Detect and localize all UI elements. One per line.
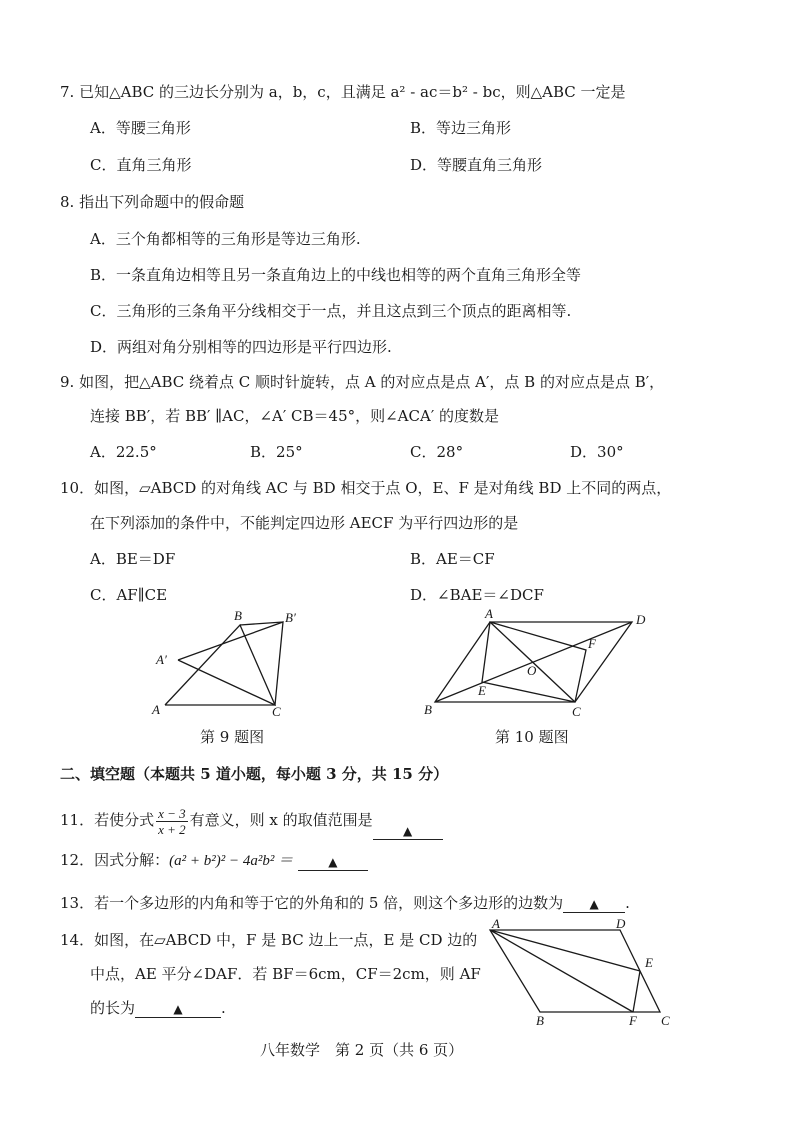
q12-expression: (a² + b²)² − 4a²b² ＝ xyxy=(169,853,294,869)
fig9-label-a: A xyxy=(152,702,160,717)
q7-option-c: C．直角三角形 xyxy=(90,156,192,174)
figure-9 xyxy=(165,622,283,705)
figure-14 xyxy=(490,930,660,1012)
page-footer: 八年数学 第 2 页（共 6 页） xyxy=(260,1041,464,1059)
fig10-label-e: E xyxy=(478,683,486,698)
q9-option-b: B．25° xyxy=(250,443,303,461)
section2-title: 二、填空题（本题共 5 道小题，每小题 3 分，共 15 分） xyxy=(60,765,449,783)
q13-blank-marker: ▲ xyxy=(589,897,599,911)
q7-option-a: A．等腰三角形 xyxy=(90,119,191,137)
fig9-label-b: B xyxy=(234,608,242,623)
q12-prefix: 12．因式分解： xyxy=(60,851,170,869)
q8-option-a: A．三个角都相等的三角形是等边三角形. xyxy=(90,230,361,248)
fig9-caption: 第 9 题图 xyxy=(200,728,265,746)
fig14-segment-fe xyxy=(633,971,640,1012)
q8-option-c: C．三角形的三条角平分线相交于一点，并且这点到三个顶点的距离相等. xyxy=(90,302,572,320)
q7-stem: 7. 已知△ABC 的三边长分别为 a，b，c，且满足 a² - ac＝b² - bc，则△ABC 一定是 xyxy=(60,83,626,101)
q10-option-a: A．BE＝DF xyxy=(90,550,176,568)
q13 xyxy=(60,893,630,913)
q14-line1: 14．如图，在▱ABCD 中，F 是 BC 边上一点，E 是 CD 边的 xyxy=(60,931,478,949)
q14-blank-marker: ▲ xyxy=(173,1002,183,1016)
fig9-label-c: C xyxy=(272,704,281,719)
fig14-label-c: C xyxy=(661,1013,670,1028)
fig14-label-a: A xyxy=(492,916,500,931)
q10-option-b: B．AE＝CF xyxy=(410,550,495,568)
q7-option-d: D．等腰直角三角形 xyxy=(410,156,543,174)
fig10-label-c: C xyxy=(572,704,581,719)
q14-line2: 中点，AE 平分∠DAF．若 BF＝6cm，CF＝2cm，则 AF xyxy=(90,965,481,983)
figure-10 xyxy=(435,622,632,702)
fig10-caption: 第 10 题图 xyxy=(495,728,569,746)
q7-option-b: B．等边三角形 xyxy=(410,119,512,137)
fig14-segment-ae xyxy=(490,930,640,971)
q8-option-b: B．一条直角边相等且另一条直角边上的中线也相等的两个直角三角形全等 xyxy=(90,266,582,284)
q13-text: 13．若一个多边形的内角和等于它的外角和的 5 倍，则这个多边形的边数为 xyxy=(60,894,564,912)
q14-line3-prefix: 的长为 xyxy=(90,999,136,1017)
fig14-segment-af xyxy=(490,930,633,1012)
q13-answer-blank[interactable] xyxy=(563,894,625,913)
fig14-label-b: B xyxy=(536,1013,544,1028)
q12-blank-marker: ▲ xyxy=(328,855,338,869)
fig10-diagonal-bd xyxy=(435,622,632,702)
q11-fraction xyxy=(156,806,188,837)
q10-line2: 在下列添加的条件中，不能判定四边形 AECF 为平行四边形的是 xyxy=(90,514,519,532)
q11-denominator: x + 2 xyxy=(158,821,186,837)
q11-prefix: 11．若使分式 xyxy=(60,811,155,829)
q10-option-d: D．∠BAE＝∠DCF xyxy=(410,586,544,604)
fig9-label-a1: A′ xyxy=(156,652,167,667)
q10-option-c: C．AF∥CE xyxy=(90,586,168,604)
q13-end: . xyxy=(625,894,630,912)
fig14-label-f: F xyxy=(629,1013,637,1028)
fig9-triangle-abc xyxy=(165,625,275,705)
q11-numerator: x − 3 xyxy=(158,805,186,821)
q9-line1: 9. 如图，把△ABC 绕着点 C 顺时针旋转，点 A 的对应点是点 A′，点 B 的对应点是点 B′， xyxy=(60,373,665,391)
q8-option-d: D．两组对角分别相等的四边形是平行四边形. xyxy=(90,338,392,356)
fig10-label-f: F xyxy=(588,636,596,651)
q14-line3-suffix: . xyxy=(221,999,226,1017)
q14-line3 xyxy=(90,998,226,1018)
q8-stem: 8. 指出下列命题中的假命题 xyxy=(60,193,245,211)
q11-suffix: 有意义，则 x 的取值范围是 xyxy=(189,811,373,829)
q9-option-c: C．28° xyxy=(410,443,464,461)
q11 xyxy=(60,800,443,840)
q9-option-d: D．30° xyxy=(570,443,624,461)
fig10-label-o: O xyxy=(527,663,537,678)
fig10-label-d: D xyxy=(636,612,646,627)
fig10-label-b: B xyxy=(424,702,432,717)
q9-option-a: A．22.5° xyxy=(90,443,157,461)
q11-answer-blank[interactable] xyxy=(373,821,443,840)
q11-blank-marker: ▲ xyxy=(403,824,413,838)
fig9-label-b1: B′ xyxy=(285,610,296,625)
q9-line2: 连接 BB′，若 BB′ ∥AC，∠A′ CB＝45°，则∠ACA′ 的度数是 xyxy=(90,407,499,425)
fig10-label-a: A xyxy=(485,606,493,621)
q12 xyxy=(60,850,368,871)
q10-line1: 10．如图，▱ABCD 的对角线 AC 与 BD 相交于点 O，E、F 是对角线 BD 上不同的两点， xyxy=(60,479,672,497)
fig14-label-e: E xyxy=(645,955,653,970)
q12-answer-blank[interactable] xyxy=(298,852,368,871)
q14-answer-blank[interactable] xyxy=(135,999,221,1018)
fig14-label-d: D xyxy=(616,916,626,931)
